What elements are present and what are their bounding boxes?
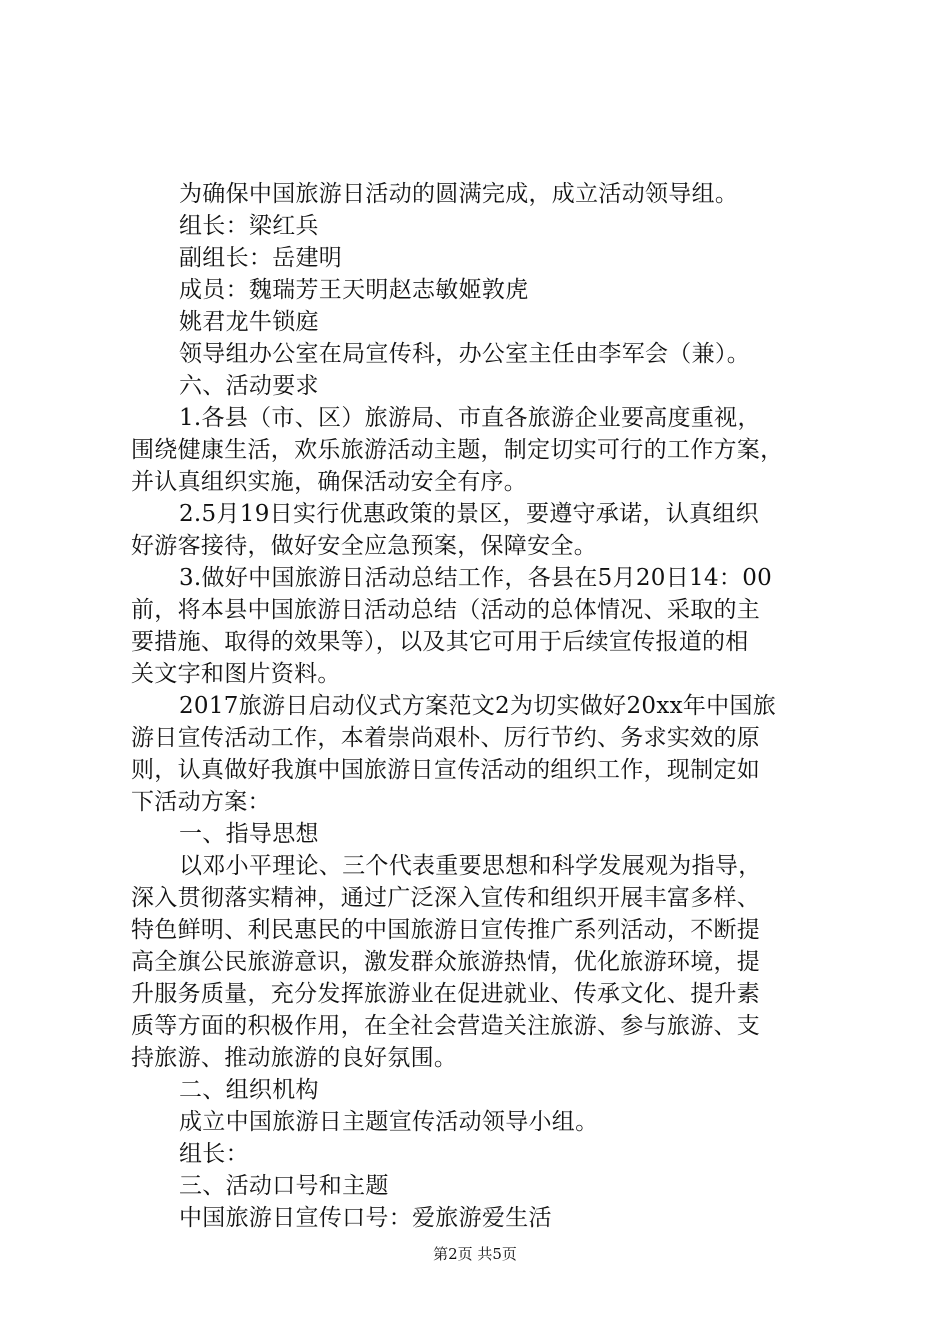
section-heading: 三、活动口号和主题 bbox=[179, 1173, 389, 1199]
text-line: 围绕健康生活，欢乐旅游活动主题，制定切实可行的工作方案， bbox=[131, 437, 784, 463]
text-line: 组长： bbox=[179, 1141, 249, 1167]
text-line: 成员：魏瑞芳王天明赵志敏姬敦虎 bbox=[179, 277, 529, 303]
text-line: 中国旅游日宣传口号：爱旅游爱生活 bbox=[179, 1205, 552, 1231]
text-line: 持旅游、推动旅游的良好氛围。 bbox=[131, 1045, 458, 1071]
text-line: 下活动方案： bbox=[131, 789, 271, 815]
text-line: 前，将本县中国旅游日活动总结（活动的总体情况、采取的主 bbox=[131, 597, 761, 623]
text-line: 深入贯彻落实精神，通过广泛深入宣传和组织开展丰富多样、 bbox=[131, 885, 761, 911]
text-line: 游日宣传活动工作，本着崇尚艰朴、厉行节约、务求实效的原 bbox=[131, 725, 761, 751]
text-line: 组长：梁红兵 bbox=[179, 213, 319, 239]
text-line: 1.各县（市、区）旅游局、市直各旅游企业要高度重视， bbox=[179, 405, 761, 431]
page-number: 第2页 共5页 bbox=[433, 1245, 517, 1263]
text-line: 升服务质量，充分发挥旅游业在促进就业、传承文化、提升素 bbox=[131, 981, 761, 1007]
text-line: 高全旗公民旅游意识，激发群众旅游热情，优化旅游环境，提 bbox=[131, 949, 761, 975]
section-heading: 六、活动要求 bbox=[179, 373, 319, 399]
text-line: 以邓小平理论、三个代表重要思想和科学发展观为指导， bbox=[179, 853, 762, 879]
section-heading: 二、组织机构 bbox=[179, 1077, 319, 1103]
text-line: 为确保中国旅游日活动的圆满完成，成立活动领导组。 bbox=[179, 181, 739, 207]
text-line: 姚君龙牛锁庭 bbox=[179, 309, 319, 335]
text-line: 特色鲜明、利民惠民的中国旅游日宣传推广系列活动，不断提 bbox=[131, 917, 761, 943]
text-line: 成立中国旅游日主题宣传活动领导小组。 bbox=[179, 1109, 599, 1135]
text-line: 并认真组织实施，确保活动安全有序。 bbox=[131, 469, 528, 495]
section-heading: 一、指导思想 bbox=[179, 821, 319, 847]
text-line: 好游客接待，做好安全应急预案，保障安全。 bbox=[131, 533, 597, 559]
text-line: 3.做好中国旅游日活动总结工作，各县在5月20日14：00 bbox=[179, 565, 773, 591]
text-line: 领导组办公室在局宣传科，办公室主任由李军会（兼）。 bbox=[179, 341, 750, 367]
text-line: 2017旅游日启动仪式方案范文2为切实做好20xx年中国旅 bbox=[179, 693, 777, 719]
text-line: 质等方面的积极作用，在全社会营造关注旅游、参与旅游、支 bbox=[131, 1013, 761, 1039]
text-line: 则，认真做好我旗中国旅游日宣传活动的组织工作，现制定如 bbox=[131, 757, 761, 783]
text-line: 2.5月19日实行优惠政策的景区，要遵守承诺，认真组织 bbox=[179, 501, 759, 527]
text-line: 副组长：岳建明 bbox=[179, 245, 343, 271]
text-line: 要措施、取得的效果等），以及其它可用于后续宣传报道的相 bbox=[131, 629, 749, 655]
text-line: 关文字和图片资料。 bbox=[131, 661, 341, 687]
